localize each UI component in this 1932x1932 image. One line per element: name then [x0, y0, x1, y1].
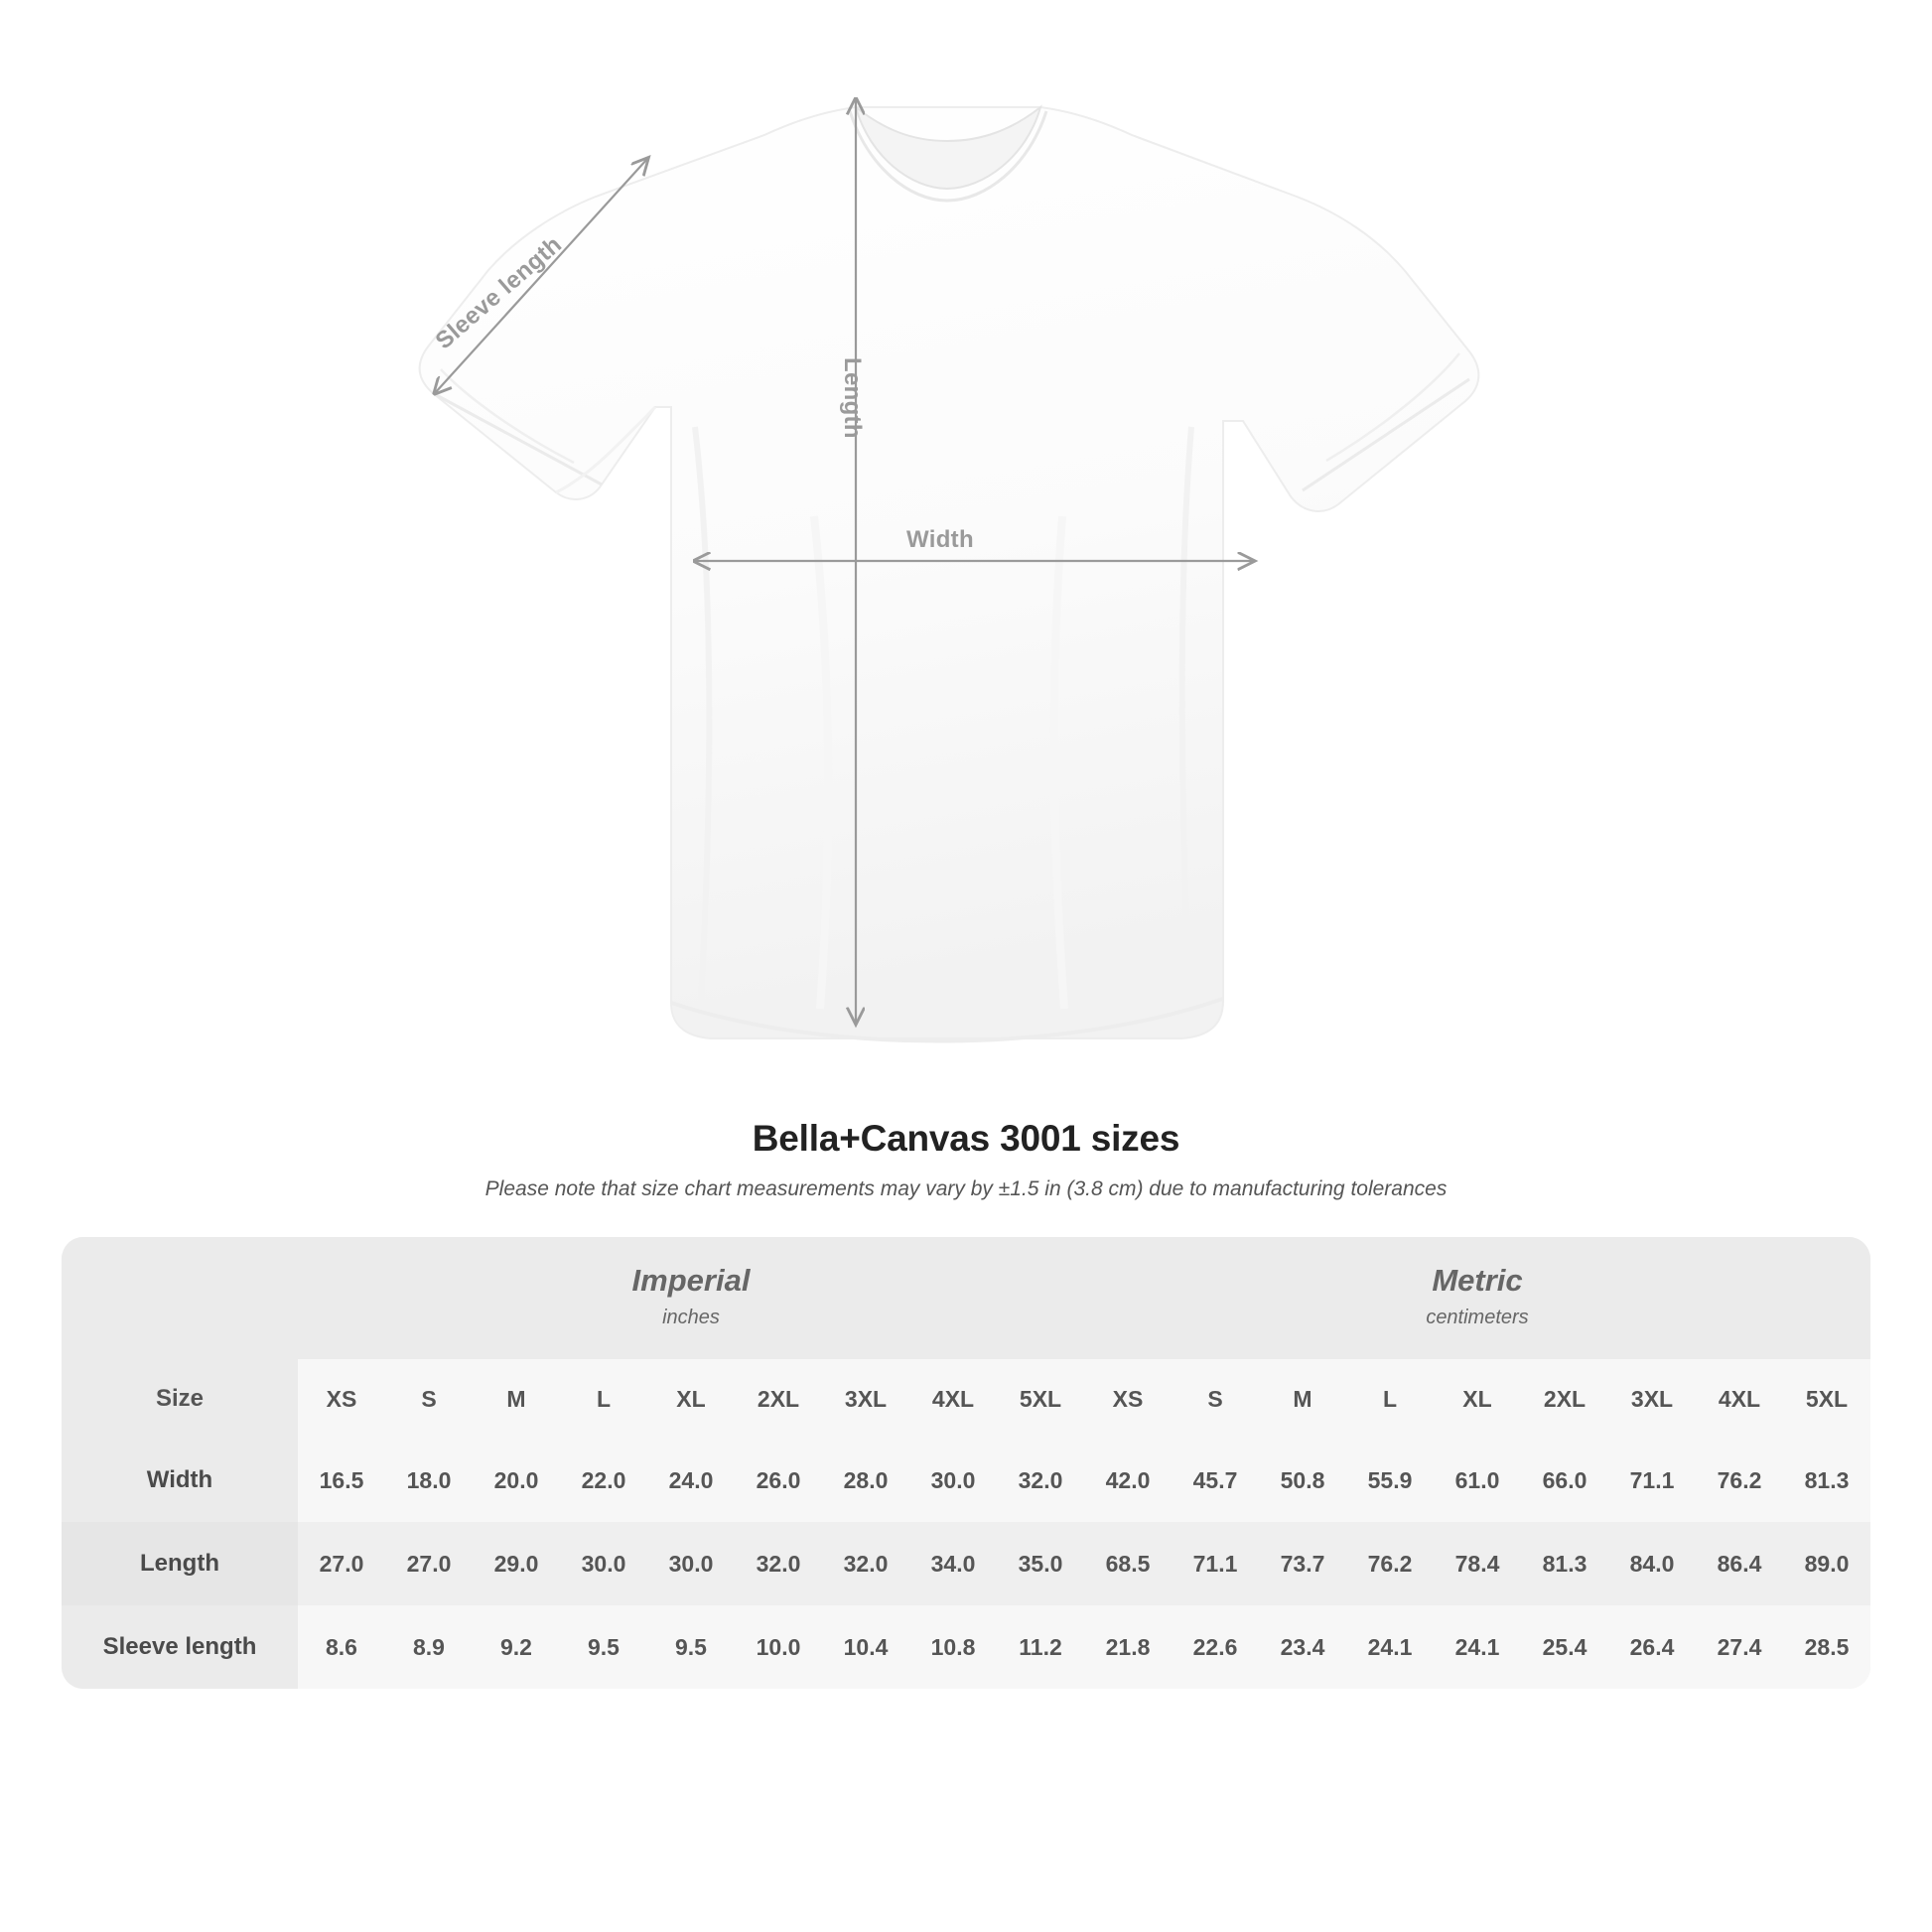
cell-r0-c5: 26.0 — [735, 1439, 822, 1522]
shirt-shape — [420, 107, 1479, 1041]
size-table-body — [62, 1439, 1870, 1689]
cell-r2-c3: 9.5 — [560, 1605, 647, 1689]
unit-imperial-name: Imperial — [631, 1263, 751, 1298]
cell-r0-c15: 71.1 — [1608, 1439, 1696, 1522]
cell-r1-c17: 89.0 — [1783, 1522, 1870, 1605]
cell-r2-c17: 28.5 — [1783, 1605, 1870, 1689]
cell-r1-c13: 78.4 — [1434, 1522, 1521, 1605]
column-header-16: 4XL — [1696, 1359, 1783, 1439]
cell-r2-c5: 10.0 — [735, 1605, 822, 1689]
column-header-0: XS — [298, 1359, 385, 1439]
unit-metric — [1084, 1237, 1870, 1359]
cell-r1-c3: 30.0 — [560, 1522, 647, 1605]
cell-r0-c17: 81.3 — [1783, 1439, 1870, 1522]
column-header-4: XL — [647, 1359, 735, 1439]
cell-r2-c13: 24.1 — [1434, 1605, 1521, 1689]
table-row — [62, 1522, 1870, 1605]
unit-imperial-sub: inches — [662, 1307, 720, 1328]
row-label-1: Length — [62, 1522, 298, 1605]
cell-r1-c1: 27.0 — [385, 1522, 473, 1605]
table-row — [62, 1605, 1870, 1689]
table-row — [62, 1439, 1870, 1522]
column-header-1: S — [385, 1359, 473, 1439]
cell-r1-c8: 35.0 — [997, 1522, 1084, 1605]
size-header-row — [62, 1359, 1870, 1439]
cell-r2-c10: 22.6 — [1172, 1605, 1259, 1689]
sleeve-length-dimension-label: Sleeve length — [430, 230, 568, 355]
cell-r0-c16: 76.2 — [1696, 1439, 1783, 1522]
column-header-12: L — [1346, 1359, 1434, 1439]
cell-r2-c8: 11.2 — [997, 1605, 1084, 1689]
size-table — [62, 1237, 1870, 1689]
cell-r0-c10: 45.7 — [1172, 1439, 1259, 1522]
cell-r2-c9: 21.8 — [1084, 1605, 1172, 1689]
cell-r0-c1: 18.0 — [385, 1439, 473, 1522]
row-label-0: Width — [62, 1439, 298, 1522]
cell-r0-c13: 61.0 — [1434, 1439, 1521, 1522]
column-header-6: 3XL — [822, 1359, 909, 1439]
column-header-14: 2XL — [1521, 1359, 1608, 1439]
unit-header-row — [62, 1237, 1870, 1359]
cell-r1-c15: 84.0 — [1608, 1522, 1696, 1605]
column-header-13: XL — [1434, 1359, 1521, 1439]
cell-r1-c9: 68.5 — [1084, 1522, 1172, 1605]
cell-r1-c10: 71.1 — [1172, 1522, 1259, 1605]
column-header-15: 3XL — [1608, 1359, 1696, 1439]
page-title: Bella+Canvas 3001 sizes — [752, 1118, 1180, 1159]
cell-r1-c14: 81.3 — [1521, 1522, 1608, 1605]
cell-r2-c4: 9.5 — [647, 1605, 735, 1689]
cell-r2-c14: 25.4 — [1521, 1605, 1608, 1689]
cell-r0-c4: 24.0 — [647, 1439, 735, 1522]
cell-r2-c6: 10.4 — [822, 1605, 909, 1689]
row-label-2: Sleeve length — [62, 1605, 298, 1689]
unit-imperial — [298, 1237, 1084, 1359]
cell-r1-c7: 34.0 — [909, 1522, 997, 1605]
tolerance-note: Please note that size chart measurements may vary by ±1.5 in (3.8 cm) due to manufacturing tolerances — [484, 1177, 1448, 1200]
cell-r2-c15: 26.4 — [1608, 1605, 1696, 1689]
cell-r1-c0: 27.0 — [298, 1522, 385, 1605]
cell-r2-c11: 23.4 — [1259, 1605, 1346, 1689]
cell-r0-c12: 55.9 — [1346, 1439, 1434, 1522]
cell-r0-c3: 22.0 — [560, 1439, 647, 1522]
cell-r1-c6: 32.0 — [822, 1522, 909, 1605]
cell-r1-c11: 73.7 — [1259, 1522, 1346, 1605]
unit-spacer — [62, 1237, 298, 1359]
cell-r0-c2: 20.0 — [473, 1439, 560, 1522]
column-header-10: S — [1172, 1359, 1259, 1439]
cell-r2-c7: 10.8 — [909, 1605, 997, 1689]
cell-r1-c4: 30.0 — [647, 1522, 735, 1605]
size-table-container — [62, 1237, 1870, 1689]
column-header-3: L — [560, 1359, 647, 1439]
cell-r2-c12: 24.1 — [1346, 1605, 1434, 1689]
width-dimension-label: Width — [906, 526, 974, 553]
cell-r0-c0: 16.5 — [298, 1439, 385, 1522]
length-dimension-label: Length — [839, 357, 866, 439]
cell-r2-c16: 27.4 — [1696, 1605, 1783, 1689]
cell-r1-c16: 86.4 — [1696, 1522, 1783, 1605]
column-header-17: 5XL — [1783, 1359, 1870, 1439]
cell-r2-c2: 9.2 — [473, 1605, 560, 1689]
cell-r1-c5: 32.0 — [735, 1522, 822, 1605]
cell-r0-c6: 28.0 — [822, 1439, 909, 1522]
unit-metric-sub: centimeters — [1426, 1307, 1529, 1328]
unit-metric-name: Metric — [1432, 1263, 1523, 1298]
row-header-label: Size — [62, 1359, 298, 1439]
column-header-9: XS — [1084, 1359, 1172, 1439]
cell-r0-c8: 32.0 — [997, 1439, 1084, 1522]
column-header-11: M — [1259, 1359, 1346, 1439]
title-block — [0, 1118, 1932, 1201]
cell-r2-c0: 8.6 — [298, 1605, 385, 1689]
column-header-2: M — [473, 1359, 560, 1439]
cell-r0-c14: 66.0 — [1521, 1439, 1608, 1522]
cell-r1-c2: 29.0 — [473, 1522, 560, 1605]
cell-r1-c12: 76.2 — [1346, 1522, 1434, 1605]
cell-r0-c7: 30.0 — [909, 1439, 997, 1522]
cell-r0-c11: 50.8 — [1259, 1439, 1346, 1522]
column-header-8: 5XL — [997, 1359, 1084, 1439]
column-header-7: 4XL — [909, 1359, 997, 1439]
cell-r2-c1: 8.9 — [385, 1605, 473, 1689]
cell-r0-c9: 42.0 — [1084, 1439, 1172, 1522]
column-header-5: 2XL — [735, 1359, 822, 1439]
